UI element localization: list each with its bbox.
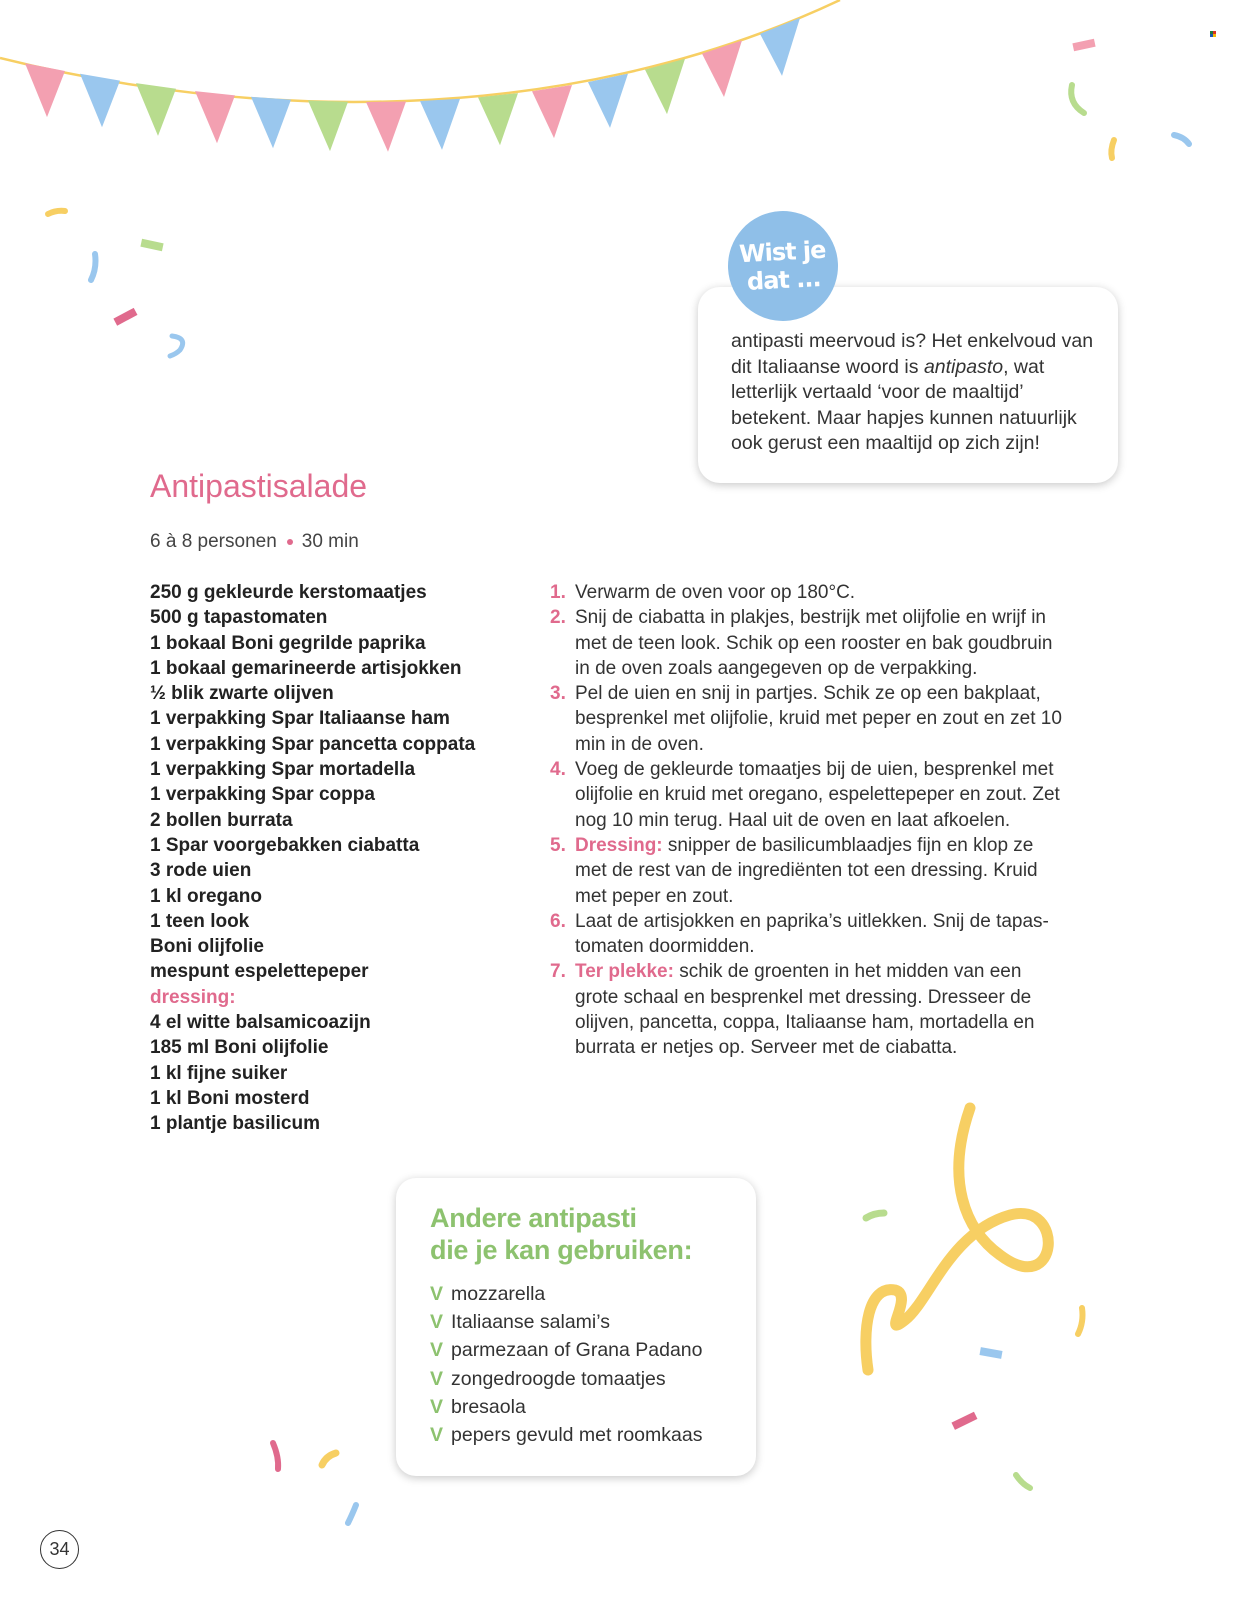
bunting-flag [308,101,348,152]
step-number: 1. [550,582,566,603]
ingredient-item: mespunt espelettepeper [150,961,369,983]
ingredient-item: 3 rode uien [150,860,252,882]
alternatives-box [396,1178,756,1476]
step-text: snipper de basilicumblaadjes fijn en klop ze met de rest van de ingrediënten tot een dressing. Kruid met peper en zout. [575,834,1038,907]
alternative-text: zongedroogde tomaatjes [451,1367,666,1390]
bunting-flag [588,74,628,128]
step-item [550,757,1070,833]
page-number: 34 [40,1530,79,1569]
step-item [550,909,1070,960]
alternative-item [430,1365,703,1393]
step-body [575,757,1070,833]
step-text: Pel de uien en snij in partjes. Schik ze op een bakplaat, besprenkel met olijfolie, kruid met peper en zout en zet 10 min in de oven. [575,683,1062,755]
step-number: 2. [550,607,566,629]
badge-line-2: dat ... [746,264,822,296]
badge-line-1: Wist je [738,235,827,269]
step-item [550,833,1070,909]
ingredient-item: ½ blik zwarte olijven [150,683,334,705]
alternative-item [430,1280,703,1308]
step-item [550,681,1070,757]
ingredient-item: Boni olijfolie [150,936,264,958]
ingredient-item: 1 verpakking Spar coppa [150,784,375,806]
ingredient-item: 1 bokaal gemarineerde artisjokken [150,657,462,679]
alternatives-list [430,1280,703,1449]
step-text: schik de groenten in het midden van een grote schaal en besprenkel met dressing. Dresseer de olijven, pancetta, coppa, Italiaanse ham, mortadella en burrata er netjes op. Serveer met de ciabatta. [575,961,1035,1059]
ingredient-item: 500 g tapastomaten [150,607,328,629]
dressing-ingredient-item: 4 el witte balsamicoazijn [150,1012,371,1034]
ingredient-item: 2 bollen burrata [150,809,293,831]
dressing-ingredient-item: 1 kl Boni mosterd [150,1087,310,1109]
step-text: Verwarm de oven voor op 180°C. [575,582,856,603]
bunting-flag [702,40,742,97]
alternative-text: mozzarella [451,1283,546,1305]
check-icon: V [430,1424,444,1447]
step-number: 3. [550,683,566,705]
alternative-item [430,1393,703,1421]
alternative-text: bresaola [451,1395,526,1418]
bunting-flag [25,63,65,117]
did-you-know-text: antipasti meervoud is? Het enkelvoud van dit Italiaanse woord is antipasto, wat letterlijk vertaald ‘voor de maaltijd’ betekent. Maar hapjes kunnen natuurlijk ook gerust een maaltijd op zich zijn! [731,330,1094,454]
bunting-flag [136,83,176,136]
ingredient-item: 1 Spar voorgebakken ciabatta [150,834,420,856]
bunting-flag [760,18,800,76]
step-body [575,833,1070,909]
recipe-meta [150,531,359,553]
alternative-text: parmezaan of Grana Padano [451,1339,703,1362]
alternative-text: pepers gevuld met roomkaas [451,1424,703,1447]
recipe-servings: 6 à 8 personen [150,531,277,552]
bunting-flag [251,97,291,148]
alternative-text: Italiaanse salami’s [451,1311,610,1334]
step-body [575,681,1070,757]
step-text: Voeg de gekleurde tomaatjes bij de uien, besprenkel met olijfolie en kruid met oregano, espelettepeper en zout. Zet nog 10 min terug. Haal uit de oven en laat afkoelen. [575,759,1060,831]
check-icon: V [430,1395,444,1418]
dressing-label: dressing: [150,986,236,1008]
step-body [575,580,1070,605]
check-icon: V [430,1339,444,1362]
recipe-title: Antipastisalade [150,468,368,504]
step-lead: Dressing: [575,834,663,856]
yellow-streamer [866,1108,1048,1370]
step-lead: Ter plekke: [575,961,674,983]
ingredient-item: 1 verpakking Spar pancetta coppata [150,733,476,755]
dressing-ingredient-item: 1 kl fijne suiker [150,1062,288,1084]
alternatives-title: Andere antipasti die je kan gebruiken: [430,1203,693,1265]
alternative-item [430,1336,703,1364]
ingredient-item: 1 kl oregano [150,885,262,907]
check-icon: V [430,1367,444,1390]
meta-separator-dot [287,539,293,545]
check-icon: V [430,1283,444,1305]
bunting-flag [195,91,235,143]
step-item [550,580,1070,605]
step-number: 6. [550,910,566,932]
recipe-time: 30 min [301,531,359,552]
bunting-flag [80,74,120,127]
alternative-item [430,1308,703,1336]
ingredient-list [150,580,475,1137]
bunting-flag [420,99,460,150]
did-you-know-italic-term: antipasto [923,355,1004,378]
step-body [575,909,1070,960]
ingredient-item: 1 verpakking Spar mortadella [150,759,416,781]
bunting-flags [25,18,800,152]
bunting-flag [366,101,406,151]
ingredient-item: 1 bokaal Boni gegrilde paprika [150,632,426,654]
dressing-ingredient-item: 185 ml Boni olijfolie [150,1037,329,1059]
alternative-item [430,1421,703,1449]
ingredient-item: 1 teen look [150,910,250,932]
bunting-flag [532,85,572,138]
step-text: Snij de ciabatta in plakjes, bestrijk met olijfolie en wrijf in met de teen look. Schik op een rooster en bak goudbruin in de oven zoals aangegeven op de verpakking. [575,607,1053,679]
ingredient-item: 250 g gekleurde kerstomaatjes [150,582,427,603]
step-item [550,959,1070,1060]
step-list [550,580,1070,1061]
step-number: 5. [550,834,566,856]
step-body [575,959,1070,1060]
step-text: Laat de artisjokken en paprika’s uitlekken. Snij de tapas-tomaten doormidden. [575,910,1049,958]
step-body [575,605,1070,681]
dressing-ingredient-item: 1 plantje basilicum [150,1113,320,1135]
corner-logo-icon [1210,31,1216,37]
step-number: 7. [550,961,566,983]
bunting-flag [478,93,518,145]
ingredient-item: 1 verpakking Spar Italiaanse ham [150,708,450,730]
step-number: 4. [550,759,566,781]
check-icon: V [430,1311,444,1334]
step-item [550,605,1070,681]
